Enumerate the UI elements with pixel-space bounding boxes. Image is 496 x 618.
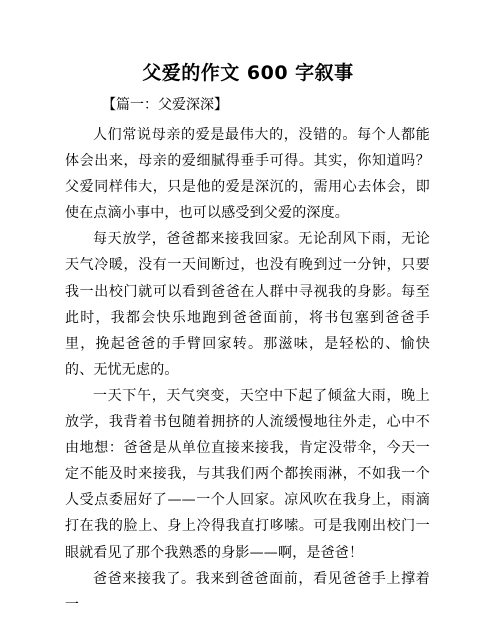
body-text xyxy=(65,122,430,618)
paragraph-4: 爸爸来接我了。我来到爸爸面前，看见爸爸手上撑着一 xyxy=(65,570,430,613)
paragraph-2: 每天放学，爸爸都来接我回家。无论刮风下雨，无论天气冷暖，没有一天间断过，也没有晚到过一分钟，只要我一出校门就可以看到爸爸在人群中寻视我的身影。每至此时，我都会快乐地跑到爸爸面前，将书包塞到爸爸手里，挽起爸爸的手臂回家转。那滋味，是轻松的、愉快的、无忧无虑的。 xyxy=(65,231,430,378)
section-heading: 【篇一：父爱深深】 xyxy=(102,97,228,113)
document-title: 父爱的作文 600 字叙事 xyxy=(142,62,354,84)
paragraph-3: 一天下午，天气突变，天空中下起了倾盆大雨，晚上放学，我背着书包随着拥挤的人流缓慢地往外走，心中不由地想：爸爸是从单位直接来接我，肯定没带伞，今天一定不能及时来接我，与其我们两个都挨雨淋，不如我一个人受点委屈好了——一个人回家。凉风吹在我身上，雨滴打在我的脸上、身上冷得我直打哆嗦。可是我刚出校门一眼就看见了那个我熟悉的身影——啊，是爸爸！ xyxy=(65,387,430,561)
paragraph-1: 人们常说母亲的爱是最伟大的，没错的。每个人都能体会出来，母亲的爱细腻得垂手可得。其实，你知道吗？父爱同样伟大，只是他的爱是深沉的，需用心去体会，即使在点滴小事中，也可以感受到父爱的深度。 xyxy=(65,127,430,222)
